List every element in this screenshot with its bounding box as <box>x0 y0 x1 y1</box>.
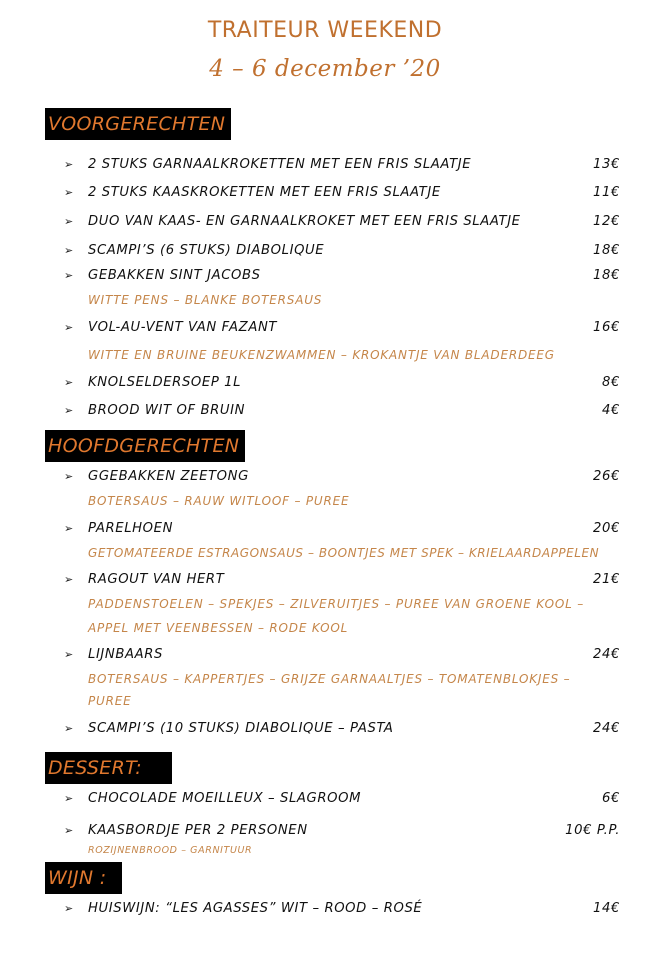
item-description: WITTE PENS – BLANKE BOTERSAUS <box>88 293 323 307</box>
bullet-arrow-icon: ➢ <box>64 902 74 915</box>
item-name: SCAMPI’S (6 STUKS) DIABOLIQUE <box>88 243 325 258</box>
menu-title: TRAITEUR WEEKEND <box>207 18 443 43</box>
item-price: 13€ <box>593 157 620 172</box>
item-name: 2 STUKS GARNAALKROKETTEN MET EEN FRIS SLAATJE <box>88 157 472 172</box>
menu-item <box>0 372 650 394</box>
item-price: 20€ <box>593 521 620 536</box>
item-price: 14€ <box>593 901 620 916</box>
item-price: 16€ <box>593 320 620 335</box>
item-name: GGEBAKKEN ZEETONG <box>88 469 249 484</box>
item-name: CHOCOLADE MOEILLEUX – SLAGROOM <box>88 791 362 806</box>
bullet-arrow-icon: ➢ <box>64 522 74 535</box>
item-price: 21€ <box>593 572 620 587</box>
item-name: SCAMPI’S (10 STUKS) DIABOLIQUE – PASTA <box>88 721 394 736</box>
bullet-arrow-icon: ➢ <box>64 824 74 837</box>
bullet-arrow-icon: ➢ <box>64 648 74 661</box>
bullet-arrow-icon: ➢ <box>64 470 74 483</box>
bullet-arrow-icon: ➢ <box>64 321 74 334</box>
item-name: 2 STUKS KAASKROKETTEN MET EEN FRIS SLAATJE <box>88 185 441 200</box>
item-name: VOL-AU-VENT VAN FAZANT <box>88 320 278 335</box>
item-name: HUISWIJN: “LES AGASSES” WIT – ROOD – ROSÉ <box>88 901 423 916</box>
item-price: 4€ <box>602 403 620 418</box>
menu-item <box>0 317 650 339</box>
menu-item <box>0 265 650 287</box>
item-price: 10€ P.P. <box>565 823 620 838</box>
menu-item <box>0 898 650 920</box>
section-heading-dessert: DESSERT: <box>45 752 172 784</box>
section-heading-wijn: WIJN : <box>45 862 122 894</box>
bullet-arrow-icon: ➢ <box>64 215 74 228</box>
item-description: BOTERSAUS – KAPPERTJES – GRIJZE GARNAALTJES – TOMATENBLOKJES – <box>88 672 571 686</box>
menu-dates: 4 – 6 december ’20 <box>209 56 441 82</box>
item-price: 6€ <box>602 791 620 806</box>
menu-item <box>0 211 650 233</box>
menu-item <box>0 820 650 842</box>
item-name: KAASBORDJE PER 2 PERSONEN <box>88 823 308 838</box>
item-price: 18€ <box>593 243 620 258</box>
bullet-arrow-icon: ➢ <box>64 573 74 586</box>
bullet-arrow-icon: ➢ <box>64 722 74 735</box>
menu-item <box>0 466 650 488</box>
bullet-arrow-icon: ➢ <box>64 158 74 171</box>
menu-item <box>0 518 650 540</box>
menu-item <box>0 569 650 591</box>
item-name: RAGOUT VAN HERT <box>88 572 225 587</box>
section-heading-voorgerechten: VOORGERECHTEN <box>45 108 231 140</box>
bullet-arrow-icon: ➢ <box>64 186 74 199</box>
item-description: ROZIJNENBROOD – GARNITUUR <box>88 845 253 856</box>
menu-item <box>0 788 650 810</box>
bullet-arrow-icon: ➢ <box>64 792 74 805</box>
item-price: 12€ <box>593 214 620 229</box>
bullet-arrow-icon: ➢ <box>64 404 74 417</box>
item-description: BOTERSAUS – RAUW WITLOOF – PUREE <box>88 494 350 508</box>
item-name: PARELHOEN <box>88 521 174 536</box>
bullet-arrow-icon: ➢ <box>64 376 74 389</box>
item-name: DUO VAN KAAS- EN GARNAALKROKET MET EEN FRIS SLAATJE <box>88 214 521 229</box>
item-price: 18€ <box>593 268 620 283</box>
menu-item <box>0 240 650 262</box>
item-description-continued: APPEL MET VEENBESSEN – RODE KOOL <box>88 621 349 635</box>
item-description: WITTE EN BRUINE BEUKENZWAMMEN – KROKANTJE VAN BLADERDEEG <box>88 348 555 362</box>
item-name: BROOD WIT OF BRUIN <box>88 403 246 418</box>
item-name: GEBAKKEN SINT JACOBS <box>88 268 261 283</box>
bullet-arrow-icon: ➢ <box>64 244 74 257</box>
item-description: PADDENSTOELEN – SPEKJES – ZILVERUITJES – PUREE VAN GROENE KOOL – <box>88 597 585 611</box>
item-price: 11€ <box>593 185 620 200</box>
menu-item <box>0 644 650 666</box>
item-price: 24€ <box>593 721 620 736</box>
item-description: GETOMATEERDE ESTRAGONSAUS – BOONTJES MET SPEK – KRIELAARDAPPELEN <box>88 546 600 560</box>
section-heading-hoofdgerechten: HOOFDGERECHTEN <box>45 430 245 462</box>
item-name: KNOLSELDERSOEP 1L <box>88 375 242 390</box>
menu-item <box>0 182 650 204</box>
item-price: 8€ <box>602 375 620 390</box>
menu-item <box>0 718 650 740</box>
item-description-continued: PUREE <box>88 694 132 708</box>
menu-item <box>0 154 650 176</box>
item-price: 24€ <box>593 647 620 662</box>
item-name: LIJNBAARS <box>88 647 164 662</box>
item-price: 26€ <box>593 469 620 484</box>
menu-item <box>0 400 650 422</box>
bullet-arrow-icon: ➢ <box>64 269 74 282</box>
